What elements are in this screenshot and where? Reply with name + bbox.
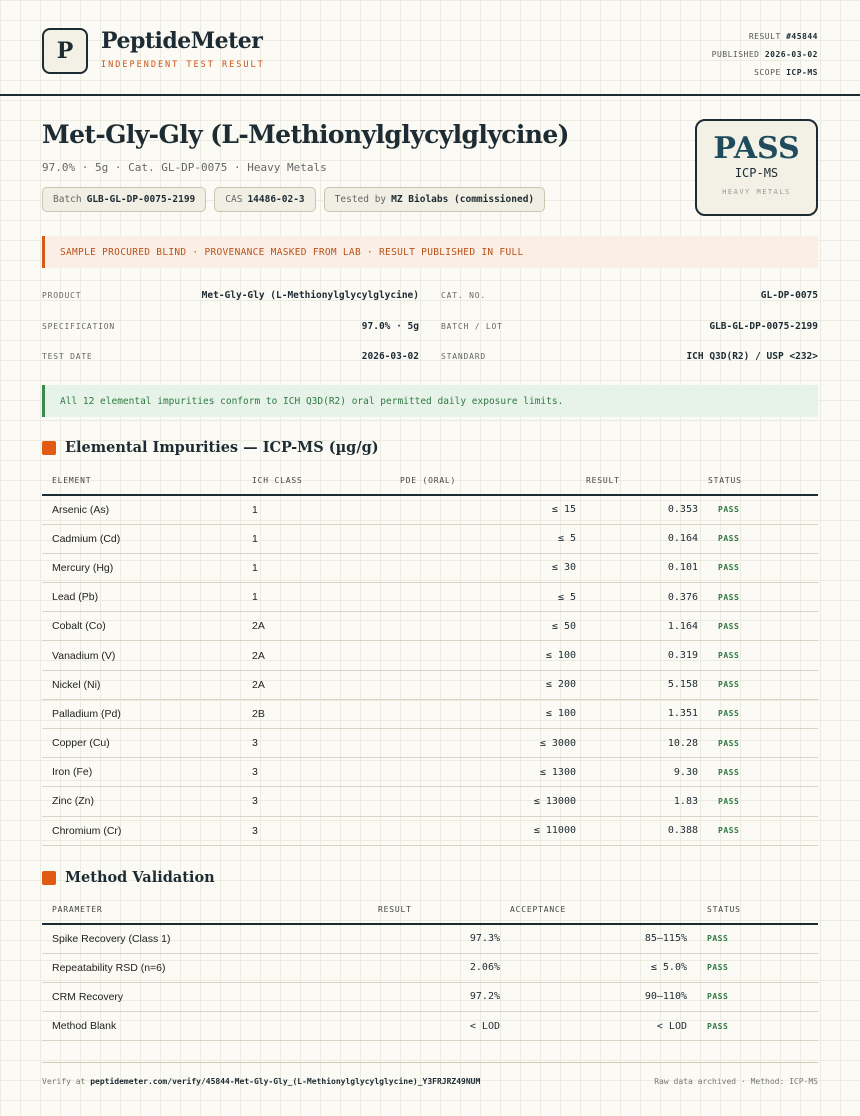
result-value: 0.101 [576, 553, 698, 582]
impurities-title: Elemental Impurities — ICP-MS (µg/g) [65, 439, 379, 456]
element-name: Cadmium (Cd) [42, 524, 242, 553]
status-badge: PASS [698, 553, 818, 582]
info-grid [42, 281, 818, 373]
table-header-row [42, 467, 818, 495]
status-badge: PASS [698, 641, 818, 670]
ich-class: 1 [242, 524, 390, 553]
table-row [42, 924, 818, 953]
ich-class: 2A [242, 612, 390, 641]
table-row [42, 641, 818, 670]
acceptance-range: < LOD [500, 1012, 687, 1041]
table-row [42, 612, 818, 641]
ich-class: 1 [242, 583, 390, 612]
meta-published: PUBLISHED 2026-03-02 [711, 50, 818, 59]
status-badge: PASS [698, 787, 818, 816]
result-value: 1.83 [576, 787, 698, 816]
ich-class: 3 [242, 758, 390, 787]
col-acceptance: ACCEPTANCE [500, 896, 687, 924]
pde-limit: ≤ 1300 [390, 758, 576, 787]
result-value: 9.30 [576, 758, 698, 787]
element-name: Arsenic (As) [42, 495, 242, 524]
acceptance-range: 90–110% [500, 982, 687, 1011]
result-value: 10.28 [576, 729, 698, 758]
status-badge: PASS [687, 953, 818, 982]
pde-limit: ≤ 11000 [390, 816, 576, 845]
validation-body [42, 924, 818, 1041]
stamp-scope: HEAVY METALS [722, 188, 791, 196]
page-title: Met-Gly-Gly (L-Methionylglycylglycine) [42, 120, 569, 149]
col-parameter: PARAMETER [42, 896, 292, 924]
parameter-name: CRM Recovery [42, 982, 292, 1011]
page-subtitle: 97.0% · 5g · Cat. GL-DP-0075 · Heavy Metals [42, 161, 327, 174]
element-name: Copper (Cu) [42, 729, 242, 758]
result-value: 0.388 [576, 816, 698, 845]
table-header-row [42, 896, 818, 924]
table-row [42, 1012, 818, 1041]
meta-result: RESULT #45844 [748, 32, 818, 41]
validation-table [42, 896, 818, 1041]
product-value: Met-Gly-Gly (L-Methionylglycylglycine) [201, 290, 419, 301]
cas-chip: CAS 14486-02-3 [214, 187, 315, 212]
status-badge: PASS [698, 524, 818, 553]
pde-limit: ≤ 30 [390, 553, 576, 582]
table-row [42, 524, 818, 553]
result-value: 5.158 [576, 670, 698, 699]
pde-limit: ≤ 5 [390, 524, 576, 553]
date-value: 2026-03-02 [361, 351, 419, 362]
col-element: ELEMENT [42, 467, 242, 495]
conformity-banner: All 12 elemental impurities conform to ICH Q3D(R2) oral permitted daily exposure limits. [42, 385, 818, 417]
col-ich-class: ICH CLASS [242, 467, 390, 495]
col-val-status: STATUS [687, 896, 818, 924]
status-badge: PASS [698, 816, 818, 845]
ich-class: 3 [242, 787, 390, 816]
result-value: 0.319 [576, 641, 698, 670]
batch-label: BATCH / LOT [441, 321, 503, 331]
table-row [42, 670, 818, 699]
impurities-section-header [42, 439, 379, 456]
blind-procurement-banner: SAMPLE PROCURED BLIND · PROVENANCE MASKED FROM LAB · RESULT PUBLISHED IN FULL [42, 236, 818, 268]
brand-tagline: INDEPENDENT TEST RESULT [101, 60, 265, 70]
pde-limit: ≤ 200 [390, 670, 576, 699]
date-label: TEST DATE [42, 352, 93, 361]
table-row [42, 758, 818, 787]
ich-class: 3 [242, 816, 390, 845]
status-badge: PASS [698, 583, 818, 612]
meta-scope: SCOPE ICP-MS [754, 68, 818, 77]
status-badge: PASS [687, 924, 818, 953]
info-row [42, 342, 818, 373]
result-value: 97.2% [292, 982, 500, 1011]
result-value: 97.3% [292, 924, 500, 953]
status-badge: PASS [698, 758, 818, 787]
element-name: Vanadium (V) [42, 641, 242, 670]
table-row [42, 553, 818, 582]
table-row [42, 787, 818, 816]
spec-value: 97.0% · 5g [361, 320, 419, 332]
stamp-result: PASS [713, 131, 800, 166]
table-row [42, 495, 818, 524]
ich-class: 2A [242, 641, 390, 670]
pde-limit: ≤ 3000 [390, 729, 576, 758]
table-row [42, 699, 818, 728]
pde-limit: ≤ 50 [390, 612, 576, 641]
parameter-name: Repeatability RSD (n=6) [42, 953, 292, 982]
tested-by-chip: Tested by MZ Biolabs (commissioned) [324, 187, 545, 212]
status-badge: PASS [698, 612, 818, 641]
element-name: Cobalt (Co) [42, 612, 242, 641]
stamp-method: ICP-MS [734, 166, 779, 180]
footer-archive-note: Raw data archived · Method: ICP-MS [654, 1077, 818, 1086]
element-name: Chromium (Cr) [42, 816, 242, 845]
acceptance-range: ≤ 5.0% [500, 953, 687, 982]
logo [42, 28, 88, 74]
header [0, 0, 860, 96]
status-badge: PASS [698, 495, 818, 524]
parameter-name: Spike Recovery (Class 1) [42, 924, 292, 953]
table-row [42, 583, 818, 612]
status-badge: PASS [698, 729, 818, 758]
pass-stamp [695, 119, 818, 216]
element-name: Zinc (Zn) [42, 787, 242, 816]
status-badge: PASS [698, 699, 818, 728]
ich-class: 2A [242, 670, 390, 699]
element-name: Iron (Fe) [42, 758, 242, 787]
table-row [42, 729, 818, 758]
spec-label: SPECIFICATION [42, 321, 116, 331]
parameter-name: Method Blank [42, 1012, 292, 1041]
footer-verify: Verify at peptidemeter.com/verify/45844-Met-Gly-Gly_(L-Methionylglycylglycine)_Y3FRJRZ49NUM [42, 1077, 481, 1086]
impurities-table [42, 467, 818, 846]
table-row [42, 982, 818, 1011]
table-row [42, 816, 818, 845]
table-row [42, 953, 818, 982]
ich-class: 3 [242, 729, 390, 758]
result-value: < LOD [292, 1012, 500, 1041]
section-marker-icon [42, 871, 56, 885]
result-value: 1.164 [576, 612, 698, 641]
col-result: RESULT [576, 467, 698, 495]
col-val-result: RESULT [292, 896, 500, 924]
element-name: Palladium (Pd) [42, 699, 242, 728]
result-value: 0.353 [576, 495, 698, 524]
pde-limit: ≤ 15 [390, 495, 576, 524]
element-name: Nickel (Ni) [42, 670, 242, 699]
batch-chip: Batch GLB-GL-DP-0075-2199 [42, 187, 206, 212]
pde-limit: ≤ 100 [390, 641, 576, 670]
result-value: 1.351 [576, 699, 698, 728]
verify-link[interactable]: peptidemeter.com/verify/45844-Met-Gly-Gly_(L-Methionylglycylglycine)_Y3FRJRZ49NUM [90, 1077, 481, 1086]
ich-class: 1 [242, 553, 390, 582]
info-row [42, 312, 818, 343]
pde-limit: ≤ 100 [390, 699, 576, 728]
standard-label: STANDARD [441, 352, 486, 361]
element-name: Mercury (Hg) [42, 553, 242, 582]
brand-name: PeptideMeter [101, 28, 263, 54]
col-status: STATUS [698, 467, 818, 495]
section-marker-icon [42, 441, 56, 455]
impurities-body [42, 495, 818, 845]
col-pde: PDE (ORAL) [390, 467, 576, 495]
ich-class: 1 [242, 495, 390, 524]
result-value: 0.376 [576, 583, 698, 612]
batch-value: GLB-GL-DP-0075-2199 [709, 320, 818, 332]
cat-label: CAT. NO. [441, 291, 486, 300]
logo-letter: P [56, 38, 74, 64]
product-label: PRODUCT [42, 291, 82, 300]
element-name: Lead (Pb) [42, 583, 242, 612]
footer-divider [42, 1062, 818, 1063]
ich-class: 2B [242, 699, 390, 728]
validation-section-header [42, 869, 215, 886]
pde-limit: ≤ 13000 [390, 787, 576, 816]
status-badge: PASS [687, 1012, 818, 1041]
pde-limit: ≤ 5 [390, 583, 576, 612]
validation-title: Method Validation [65, 869, 215, 886]
result-meta [712, 28, 818, 82]
result-value: 0.164 [576, 524, 698, 553]
cat-value: GL-DP-0075 [760, 290, 818, 301]
status-badge: PASS [687, 982, 818, 1011]
chip-row [42, 187, 545, 212]
status-badge: PASS [698, 670, 818, 699]
acceptance-range: 85–115% [500, 924, 687, 953]
standard-value: ICH Q3D(R2) / USP <232> [686, 351, 818, 362]
result-value: 2.06% [292, 953, 500, 982]
info-row [42, 281, 818, 312]
